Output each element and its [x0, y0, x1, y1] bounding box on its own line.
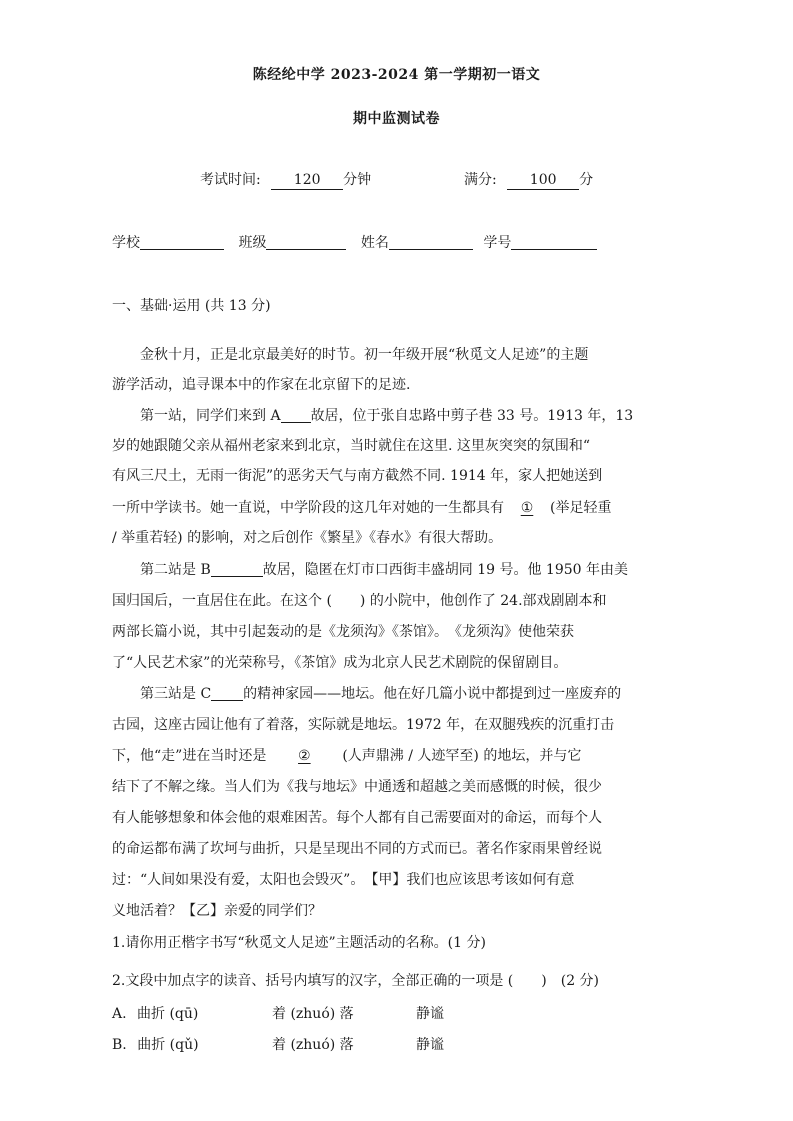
time-unit: 分钟 — [343, 172, 372, 188]
school-blank[interactable] — [140, 233, 224, 250]
passage-line — [112, 494, 684, 522]
name-label: 姓名 — [360, 235, 389, 251]
class-blank[interactable] — [266, 233, 346, 250]
passage-line: 有人能够想象和体会他的艰难困苦。每个人都有自己需要面对的命运，而每个人 — [112, 810, 602, 826]
passage-line: 过：“人间如果没有爱，太阳也会毁灭”。 【甲】我们也应该思考该如何有意 — [112, 872, 575, 888]
option-letter: A. — [112, 1006, 127, 1022]
passage-line: 结下了不解之缘。当人们为《我与地坛》中通透和超越之美而感慨的时候，很少 — [112, 779, 602, 795]
score-value: 100 — [507, 171, 579, 190]
exam-subtitle: 期中监测试卷 — [353, 111, 440, 127]
passage-line — [112, 556, 712, 584]
score-label: 满分: — [464, 172, 497, 188]
passage-text: 第一站，同学们来到 A — [140, 408, 281, 424]
passage-text: 故居，隐匿在灯市口西街丰盛胡同 19 号。他 1950 年由美 — [262, 562, 628, 578]
passage-line — [112, 402, 712, 430]
blank-a[interactable] — [281, 406, 311, 423]
passage-text: 一所中学读书。她一直说，中学阶段的这几年对她的一生都具有 — [112, 500, 504, 516]
time-label: 考试时间: — [200, 172, 261, 188]
passage-line — [112, 680, 712, 708]
school-label: 学校 — [112, 235, 140, 251]
passage-line: 义地活着？【乙】亲爱的同学们？ — [112, 903, 322, 919]
student-fields — [112, 233, 597, 253]
option-a-part-c: 静谧 — [416, 1006, 444, 1022]
blank-mark-1[interactable]: ① — [520, 500, 534, 516]
passage-text: (举足轻重 — [550, 500, 612, 516]
score-unit: 分 — [579, 172, 594, 188]
option-b[interactable] — [112, 1034, 199, 1056]
question-2: 2.文段中加点字的读音、括号内填写的汉字，全部正确的一项是 ( ) (2 分) — [112, 973, 600, 989]
passage-text: 故居，位于张自忠路中剪子巷 33 号。1913 年，13 — [310, 408, 634, 424]
name-blank[interactable] — [389, 233, 473, 250]
passage-text: 下，他“走”进在当时还是 — [112, 748, 267, 764]
blank-c[interactable] — [211, 684, 243, 701]
passage-line: / 举重若轻) 的影响，对之后创作《繁星》《春水》有很大帮助。 — [112, 530, 503, 546]
exam-time — [200, 170, 371, 190]
passage-text: 第二站是 B — [140, 562, 211, 578]
passage-line: 岁的她跟随父亲从福州老家来到北京，当时就住在这里. 这里灰突突的氛围和“ — [112, 438, 591, 454]
passage-line — [112, 742, 684, 770]
option-letter: B. — [112, 1037, 127, 1053]
blank-mark-2[interactable]: ② — [298, 748, 311, 764]
time-value: 120 — [271, 171, 343, 190]
question-1: 1.请你用正楷字书写“秋觅文人足迹”主题活动的名称。(1 分) — [112, 935, 486, 951]
blank-b[interactable] — [211, 560, 263, 577]
class-label: 班级 — [238, 235, 267, 251]
passage-line: 游学活动，追寻课本中的作家在北京留下的足迹. — [112, 377, 411, 393]
passage-line: 的命运都布满了坎坷与曲折，只是呈现出不同的方式而已。著名作家雨果曾经说 — [112, 841, 602, 857]
option-a[interactable] — [112, 1003, 198, 1025]
passage-text: 第三站是 C — [140, 686, 212, 702]
passage-line: 了“人民艺术家”的光荣称号，《茶馆》成为北京人民艺术剧院的保留剧目。 — [112, 655, 568, 671]
passage-line: 两部长篇小说，其中引起轰动的是《龙须沟》《茶馆》。 《龙须沟》使他荣获 — [112, 624, 574, 640]
passage-line: 古园，这座古园让他有了着落，实际就是地坛。1972 年，在双腿残疾的沉重打击 — [112, 717, 615, 733]
option-text: 曲折 (qǔ) — [137, 1037, 199, 1053]
option-a-part-b: 着 (zhuó) 落 — [272, 1006, 354, 1022]
number-label: 学号 — [483, 235, 512, 251]
passage-text: 的精神家园——地坛。他在好几篇小说中都提到过一座废弃的 — [243, 686, 622, 702]
number-blank[interactable] — [511, 233, 597, 250]
exam-title: 陈经纶中学 2023-2024 第一学期初一语文 — [252, 67, 541, 83]
passage-text: (人声鼎沸 / 人迹罕至) 的地坛，并与它 — [342, 748, 582, 764]
option-text: 曲折 (qū) — [137, 1006, 199, 1022]
section-heading: 一、基础·运用 (共 13 分) — [112, 298, 271, 314]
passage-line: 有风三尺土，无雨一街泥”的恶劣天气与南方截然不同. 1914 年，家人把她送到 — [112, 468, 603, 484]
passage-line: 国归国后，一直居住在此。在这个 ( ) 的小院中，他创作了 24.部戏剧剧本和 — [112, 593, 607, 609]
option-b-part-c: 静谧 — [416, 1037, 444, 1053]
exam-score — [464, 170, 593, 190]
passage-line: 金秋十月，正是北京最美好的时节。初一年级开展“秋觅文人足迹”的主题 — [140, 347, 589, 363]
option-b-part-b: 着 (zhuó) 落 — [272, 1037, 354, 1053]
